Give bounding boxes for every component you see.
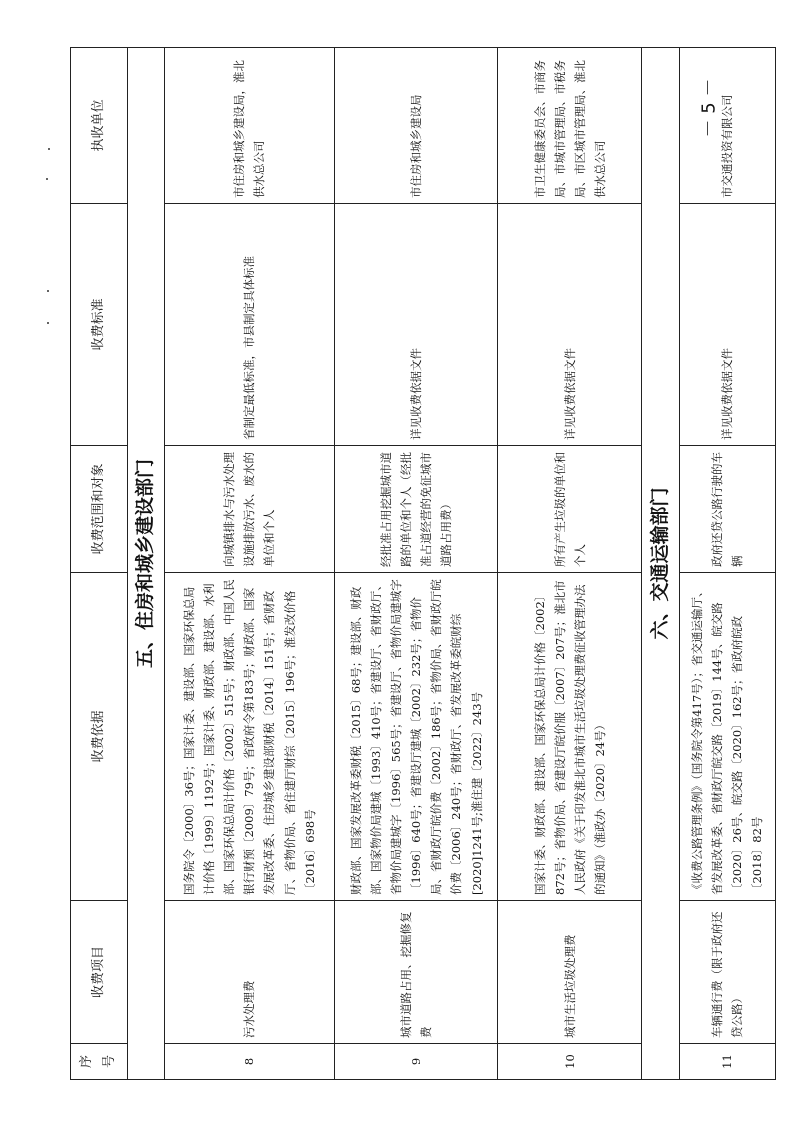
- header-scope: 收费范围和对象: [71, 446, 128, 573]
- row-basis: 国家计委、财政部、建设部、国家环保总局计价格〔2002〕872号；省物价局、省建设厅皖价服〔2007〕207号；淮北市人民政府《关于印发淮北市城市生活垃圾处理费征收管理办法的通知》（淮政办〔2020〕24号）: [498, 573, 642, 901]
- row-seq: 8: [164, 1044, 334, 1080]
- row-item: 车辆通行费（限于政府还贷公路）: [679, 901, 775, 1044]
- row-scope: 向城镇排水与污水处理设施排放污水、废水的单位和个人: [164, 446, 334, 573]
- row-unit: 市住房和城乡建设局，淮北供水总公司: [164, 48, 334, 204]
- table-row: [498, 48, 642, 1080]
- row-item: 城市道路占用、挖掘修复费: [334, 901, 498, 1044]
- section-title-housing: 五、住房和城乡建设部门: [127, 48, 164, 1080]
- header-unit: 执收单位: [71, 48, 128, 204]
- header-seq: 序号: [71, 1044, 128, 1080]
- scan-speck: [48, 148, 50, 150]
- row-basis: 《收费公路管理条例》（国务院令第417号）；省交通运输厅、省发展改革委、省财政厅皖交路〔2019〕144号、皖交路〔2020〕26号、皖交路〔2020〕162号；省政府皖政〔2018〕82号: [679, 573, 775, 901]
- section-row: [127, 48, 164, 1080]
- row-item: 城市生活垃圾处理费: [498, 901, 642, 1044]
- page-number: － 5 －: [698, 78, 720, 138]
- row-seq: 10: [498, 1044, 642, 1080]
- header-basis: 收费依据: [71, 573, 128, 901]
- row-unit: 市交通投资有限公司: [679, 48, 775, 204]
- scan-speck: [47, 290, 49, 292]
- table-header-row: [71, 48, 128, 1080]
- fee-table: [70, 47, 776, 1080]
- section-title-transport: 六、交通运输部门: [642, 48, 679, 1080]
- rotated-table-page: [70, 48, 776, 1080]
- row-scope: 政府还贷公路行驶的车辆: [679, 446, 775, 573]
- row-standard: 详见收费依据文件: [334, 204, 498, 446]
- row-item: 污水处理费: [164, 901, 334, 1044]
- row-unit: 市卫生健康委员会、市商务局、市城市管理局、市税务局、市区城市管理局、淮北供水总公司: [498, 48, 642, 204]
- row-basis: 财政部、国家发展改革委财税〔2015〕68号；建设部、财政部、国家物价局建城〔1993〕410号；省建设厅、省财政厅、省物价局建城字〔1996〕565号；省建设厅、省物价局建城字〔1996〕640号；省建设厅建城〔2002〕232号；省物价局、省财政厅皖价费〔2002〕186号；省物价局、省财政厅皖价费〔2006〕240号；省财政厅、省发展改革委皖财综[2020]1241号;淮住建〔2022〕243号: [334, 573, 498, 901]
- row-seq: 9: [334, 1044, 498, 1080]
- row-seq: 11: [679, 1044, 775, 1080]
- table-row: [334, 48, 498, 1080]
- scan-speck: [47, 322, 49, 324]
- table-row: [679, 48, 775, 1080]
- row-standard: 详见收费依据文件: [679, 204, 775, 446]
- row-scope: 经批准占用挖掘城市道路的单位和个人（经批准占道经营的免征城市道路占用费）: [334, 446, 498, 573]
- row-unit: 市住房和城乡建设局: [334, 48, 498, 204]
- scan-speck: [46, 178, 48, 180]
- header-item: 收费项目: [71, 901, 128, 1044]
- table-row: [164, 48, 334, 1080]
- section-row: [642, 48, 679, 1080]
- row-scope: 所有产生垃圾的单位和个人: [498, 446, 642, 573]
- header-standard: 收费标准: [71, 204, 128, 446]
- row-basis: 国务院令〔2000〕36号；国家计委、建设部、国家环保总局计价格〔1999〕1192号；国家计委、财政部、建设部、水利部、国家环保总局计价格〔2002〕515号；财政部、中国人民银行财预〔2009〕79号；省政府令第183号；财政部、国家发展改革委、住房城乡建设部财税〔2014〕151号；省财政厅、省物价局、省住建厅财综〔2015〕196号；淮发改价格〔2016〕698号: [164, 573, 334, 901]
- row-standard: 省制定最低标准，市县制定具体标准: [164, 204, 334, 446]
- row-standard: 详见收费依据文件: [498, 204, 642, 446]
